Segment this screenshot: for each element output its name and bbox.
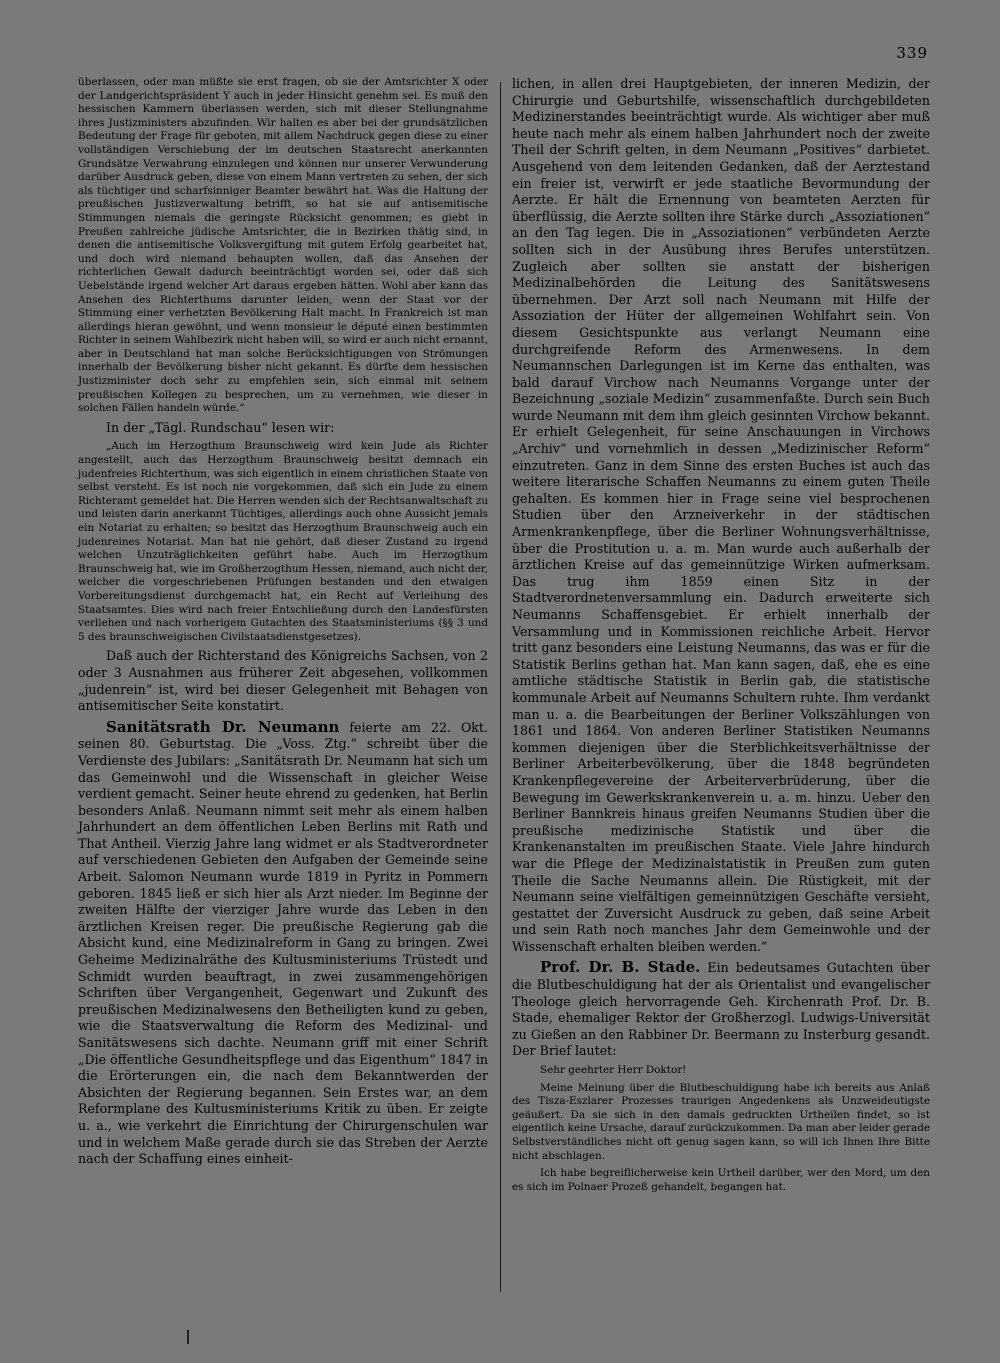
paragraph: In der „Tägl. Rundschau“ lesen wir: bbox=[106, 419, 335, 435]
paragraph-body: feierte am 22. Okt. seinen 80. Geburtstag. Die „Voss. Ztg.“ schreibt über die Verdienste des Jubilars: „Sanitätsrath Dr. Neumann hat sich um das Gemeinwohl und die Wissenschaft in gleicher Weise verdient gemacht. Seiner heute ehrend zu gedenken, hat Berlin besonders Anlaß. Neumann nimmt seit mehr als einem halben Jahrhundert an dem öffentlichen Leben Berlins mit Rath und That Antheil. Vierzig Jahre lang widmet er als Stadtverordneter auf verschiedenen Gebieten den Aufgaben der Gemeinde seine Arbeit. Salomon Neumann wurde 1819 in Pyritz in Pommern geboren. 1845 ließ er sich hier als Arzt nieder. Im Beginne der zweiten Hälfte der vierziger Jahre wurde das Leben in den ärztlichen Kreisen reger. Die preußische Regierung gab die Absicht kund, eine Medizinalreform in Gang zu bringen. Zwei Geheime Medizinalräthe des Kultusministeriums Trüstedt und Schmidt wurden beauftragt, in zwei zusammengehörigen Schriften über Vergangenheit, Gegenwart und Zukunft des preußischen Medizinalwesens den Betheiligten kund zu geben, wie die Staatsverwaltung die Reform des Medizinal- und Sanitätswesens sich dachte. Neumann griff mit einer Schrift „Die öffentliche Gesundheitspflege und das Eigenthum“ 1847 in die Erörterungen ein, die nach dem Bekanntwerden der Absichten der Regierung begannen. Sein Erstes war, an dem Reformplane des Kultusministeriums Kritik zu üben. Er zeigte u. a., wie verkehrt die Einrichtung der Chirurgenschulen war und in welchem Maße gerade durch sie das Streben der Aerzte nach der Schaffung eines einheit- bbox=[78, 719, 488, 1167]
letter-salutation: Sehr geehrter Herr Doktor! bbox=[540, 1064, 687, 1077]
right-column bbox=[512, 76, 930, 1198]
quote-paragraph: „Auch im Herzogthum Braunschweig wird kein Jude als Richter angestellt, auch das Herzogthum Braunschweig besitzt demnach ein judenfreies Richterthum, was sich eigentlich in einem christlichen Staate von selbst versteht. Es ist noch nie vorgekommen, daß sich ein Jude zu einem Richteramt gemeldet hat. Die Herren wenden sich der Rechtsanwaltschaft zu und leisten darin anerkannt Tüchtiges, allerdings auch ohne Aussicht jemals ein Notariat zu erhalten; so besitzt das Herzogthum Braunschweig auch ein judenreines Notariat. Man hat nie gehört, daß dieser Zustand zu irgend welchen Unzuträglichkeiten geführt habe. Auch im Herzogthum Braunschweig hat, wie im Großherzogthum Hessen, niemand, auch nicht der, welcher die vorgeschriebenen Prüfungen bestanden und den etwaigen Vorbereitungsdienst durchgemacht hat, ein Recht auf Verleihung des Staatsamtes. Dies wird nach freier Entschließung durch den Landesfürsten verliehen und nach vorherigem Gutachten des Staatsministeriums (§§ 3 und 5 des braunschweigischen Civilstaatsdienstgesetzes). bbox=[78, 440, 489, 643]
paragraph: Daß auch der Richterstand des Königreichs Sachsen, von 2 oder 3 Ausnahmen aus früherer Zeit abgesehen, vollkommen „judenrein“ ist, wird bei dieser Gelegenheit mit Behagen von antisemitischer Seite konstatirt. bbox=[78, 648, 488, 714]
column-divider bbox=[500, 82, 501, 1292]
page-number: 339 bbox=[896, 44, 928, 62]
paragraph bbox=[78, 719, 488, 1168]
paragraph bbox=[512, 959, 930, 1060]
page-mark bbox=[187, 1330, 189, 1344]
letter-paragraph: Meine Meinung über die Blutbeschuldigung habe ich bereits aus Anlaß des Tisza-Eszlarer Prozesses traurigen Angedenkens als Unzweideutigste geäußert. Da sie sich in den damals gedruckten Urtheilen findet, so ist eigentlich keine Ursache, darauf zurückzukommen. Da man aber leider gerade Selbstverständliches nicht oft genug sagen kann, so will ich Ihnen Ihre Bitte nicht abschlagen. bbox=[512, 1081, 930, 1162]
section-heading: Sanitätsrath Dr. Neumann bbox=[106, 717, 340, 736]
paragraph: lichen, in allen drei Hauptgebieten, der inneren Medizin, der Chirurgie und Geburtshilfe, wissenschaftlich durchgebildeten Medizinerstandes beeinträchtigt wurde. Als wichtiger aber muß heute nach mehr als einem halben Jahrhundert noch der zweite Theil der Schrift gelten, in dem Neumann „Positives“ darbietet. Ausgehend von dem leitenden Gedanken, daß der Aerztestand ein freier ist, verwirft er jede staatliche Bevormundung der Aerzte. Er hält die Ernennung von beamteten Aerzten für überflüssig, die Aerzte sollten ihre Stärke durch „Assoziationen“ an den Tag legen. Die in „Assoziationen“ verbündeten Aerzte sollten sich in der Ausübung ihres Berufes unterstützen. Zugleich aber sollten sie anstatt der bisherigen Medizinalbehörden die Leitung des Sanitätswesens übernehmen. Der Arzt soll nach Neumann mit Hilfe der Assoziation der Hüter der allgemeinen Wohlfahrt sein. Von diesem Gesichtspunkte aus verlangt Neumann eine durchgreifende Reform des Armenwesens. In dem Neumannschen Darlegungen ist im Kerne das enthalten, was bald darauf Virchow nach Neumanns Vorgange unter der Bezeichnung „soziale Medizin“ zusammenfaßte. Durch sein Buch wurde Neumann mit dem ihm gleich gesinnten Virchow bekannt. Er erhielt Gelegenheit, für seine Anschauungen in Virchows „Archiv“ und vornehmlich in dessen „Medizinischer Reform“ einzutreten. Ganz in dem Sinne des ersten Buches ist auch das weitere literarische Schaffen Neumanns zu einem guten Theile gehalten. Es kommen hier in Frage seine viel besprochenen Studien über den Arzneiverkehr in der städtischen Armenkrankenpflege, über die Berliner Wohnungsverhältnisse, über die Prostitution u. a. m. Man wurde auch außerhalb der ärztlichen Kreise auf das gemeinnützige Wirken aufmerksam. Das trug ihm 1859 einen Sitz in der Stadtverordnetenversammlung ein. Dadurch erweiterte sich Neumanns Schaffensgebiet. Er erhielt innerhalb der Versammlung und in Kommissionen reichliche Arbeit. Hervor tritt ganz besonders eine Leistung Neumanns, das was er für die Statistik Berlins gethan hat. Man kann sagen, daß, ehe es eine amtliche städtische Statistik in Berlin gab, die statistische kommunale Arbeit auf Neumanns Schultern ruhte. Ihm verdankt man u. a. die Bearbeitungen der Berliner Volkszählungen von 1861 und 1864. Von anderen Berliner Statistiken Neumanns kommen diejenigen über die Sterblichkeitsverhältnisse der Berliner Arbeiterbevölkerung, über die 1848 begründeten Krankenpflegevereine der Arbeiterverbrüderung, über die Bewegung im Gewerkskrankenverein u. a. m. hinzu. Ueber den Berliner Bannkreis hinaus greifen Neumanns Studien über die preußische medizinische Statistik und über die Krankenanstalten im preußischen Staate. Viele Jahre hindurch war die Pflege der Medizinalstatistik in Preußen zum guten Theile die Sache Neumanns allein. Die Rüstigkeit, mit der Neumann seine vielfältigen gemeinnützigen Geschäfte versieht, gestattet der Zuversicht Ausdruck zu geben, daß seine Arbeit und sein Rath noch manches Jahr dem Gemeinwohle und der Wissenschaft erhalten bleiben werden.“ bbox=[512, 76, 930, 954]
paragraph: überlassen, oder man müßte sie erst fragen, ob sie der Amtsrichter X oder der Landgerichtspräsident Y auch in jeder Hinsicht genehm sei. Es muß den hessischen Kammern überlassen werden, sich mit dieser Stellungnahme ihres Justizministers abzufinden. Wir halten es aber bei der grundsätzlichen Bedeutung der Frage für geboten, mit allem Nachdruck gegen diese zu einer vollständigen Verschiebung der im deutschen Staatsrecht anerkannten Grundsätze Verwahrung einzulegen und können nur unserer Verwunderung darüber Ausdruck geben, diese von einem Mann vertreten zu sehen, der sich als tüchtiger und scharfsinniger Beamter bewährt hat. Was die Haltung der preußischen Justizverwaltung betrifft, so hat sie auf antisemitische Stimmungen niemals die geringste Rücksicht genommen; es giebt in Preußen zahlreiche jüdische Amtsrichter, die in Bezirken thätig sind, in denen die antisemitische Volksvergiftung mit gutem Erfolg gearbeitet hat, und doch wird niemand behaupten wollen, daß das Ansehen der richterlichen Gewalt dadurch beeinträchtigt worden sei, oder daß sich Uebelstände irgend welcher Art daraus ergeben hätten. Wohl aber kann das Ansehen des Richterthums darunter leiden, wenn der Staat vor der Stimmung einer verhetzten Bevölkerung Halt macht. In Frankreich ist man allerdings hieran gewöhnt, und wenn monsieur le député einen bestimmten Richter in seinem Wahlbezirk nicht haben will, so wird er auch nicht ernannt, aber in Deutschland hat man solche Berücksichtigungen von Strömungen innerhalb der Bevölkerung bisher nicht gekannt. Es dürfte dem hessischen Justizminister doch sehr zu empfehlen sein, sich einmal mit seinem preußischen Kollegen zu besprechen, um zu vernehmen, wie dieser in solchen Fällen handeln würde.“ bbox=[78, 76, 488, 415]
letter-paragraph: Ich habe begreiflicherweise kein Urtheil darüber, wer den Mord, um den es sich im Polnaer Prozeß gehandelt, begangen hat. bbox=[512, 1167, 930, 1193]
section-heading: Prof. Dr. B. Stade. bbox=[540, 958, 701, 977]
left-column bbox=[78, 76, 488, 1172]
paragraph-body: Ein bedeutsames Gutachten über die Blutbeschuldigung hat der als Orientalist und evangelischer Theologe gleich hervorragende Geh. Kirchenrath Prof. Dr. B. Stade, ehemaliger Rektor der Großherzogl. Ludwigs-Universität zu Gießen an den Rabbiner Dr. Beermann zu Insterburg gesandt. Der Brief lautet: bbox=[512, 960, 930, 1059]
